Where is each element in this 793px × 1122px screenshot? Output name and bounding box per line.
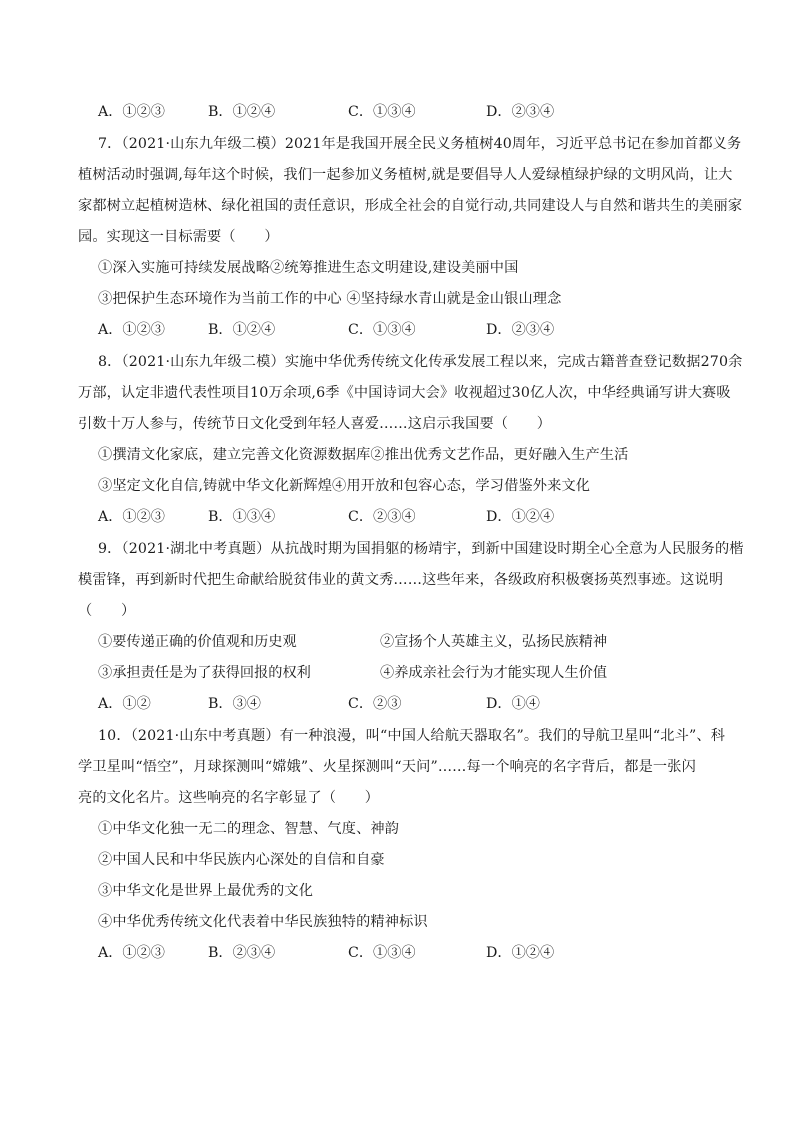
option-b: B．①②④ (208, 322, 276, 338)
question-9-statement: ②宣扬个人英雄主义，弘扬民族精神 (380, 634, 608, 650)
question-10-statement: ①中华文化独一无二的理念、智慧、气度、神韵 (98, 821, 400, 837)
question-9-statement: ④养成亲社会行为才能实现人生价值 (380, 665, 608, 681)
question-8-stem-line: 8．（2021·山东九年级二模）实施中华优秀传统文化传承发展工程以来，完成古籍普查登记数据270余 (98, 354, 743, 370)
option-d: D．①④ (486, 696, 540, 712)
option-b: B．③④ (208, 696, 261, 712)
question-10-stem-line: 10．（2021·山东中考真题）有一种浪漫，叫“中国人给航天器取名”。我们的导航卫星叫“北斗”、科 (98, 728, 726, 744)
option-a: A．①②③ (98, 945, 165, 961)
question-10-stem-line: 学卫星叫“悟空”，月球探测叫“嫦娥”、火星探测叫“天问”……每一个响亮的名字背后，都是一张闪 (78, 759, 696, 775)
option-d: D．②③④ (486, 104, 555, 120)
question-8-stem-line: 万部，认定非遗代表性项目10万余项,6季《中国诗词大会》收视超过30亿人次，中华经典诵写讲大赛吸 (78, 385, 731, 401)
question-9-statement: ③承担责任是为了获得回报的权利 (98, 665, 311, 681)
question-7-statement: ③把保护生态环境作为当前工作的中心 ④坚持绿水青山就是金山银山理念 (98, 291, 562, 307)
option-d: D．①②④ (486, 509, 555, 525)
question-9-stem-line: 9．（2021·湖北中考真题）从抗战时期为国捐躯的杨靖宇，到新中国建设时期全心全意为人民服务的楷 (98, 541, 744, 557)
question-8-statement: ①撰清文化家底，建立完善文化资源数据库②推出优秀文艺作品，更好融入生产生活 (98, 447, 629, 463)
question-10-stem-line: 亮的文化名片。这些响亮的名字彰显了（ ） (78, 790, 380, 806)
question-8-statement: ③坚定文化自信,铸就中华文化新辉煌④用开放和包容心态，学习借鉴外来文化 (98, 478, 591, 494)
question-10-statement: ③中华文化是世界上最优秀的文化 (98, 883, 314, 899)
option-c: C．①③④ (348, 322, 416, 338)
option-b: B．②③④ (208, 945, 276, 961)
question-7-stem-line: 7．（2021·山东九年级二模）2021年是我国开展全民义务植树40周年，习近平总书记在参加首都义务 (98, 136, 742, 152)
question-7-statement: ①深入实施可持续发展战略②统筹推进生态文明建设,建设美丽中国 (98, 260, 519, 276)
question-8-stem-line: 引数十万人参与，传统节日文化受到年轻人喜爱……这启示我国要（ ） (78, 416, 552, 432)
question-9-stem-line: 模雷锋，再到新时代把生命献给脱贫伟业的黄文秀……这些年来，各级政府积极褒扬英烈事迹。这说明 (78, 572, 724, 588)
option-c: C．①③④ (348, 945, 416, 961)
option-d: D．②③④ (486, 322, 555, 338)
question-9-statement: ①要传递正确的价值观和历史观 (98, 634, 297, 650)
option-c: C．②③④ (348, 509, 416, 525)
option-a: A．①②③ (98, 104, 165, 120)
option-d: D．①②④ (486, 945, 555, 961)
option-a: A．①② (98, 696, 151, 712)
question-7-stem-line: 园。实现这一目标需要（ ） (78, 229, 279, 245)
question-10-statement: ④中华优秀传统文化代表着中华民族独特的精神标识 (98, 914, 428, 930)
option-b: B．①②④ (208, 104, 276, 120)
option-b: B．①③④ (208, 509, 276, 525)
option-c: C．①③④ (348, 104, 416, 120)
option-a: A．①②③ (98, 509, 165, 525)
question-7-stem-line: 家都树立起植树造林、绿化祖国的责任意识，形成全社会的自觉行动,共同建设人与自然和谐共生的美丽家 (78, 198, 743, 214)
question-10-statement: ②中国人民和中华民族内心深处的自信和自豪 (98, 852, 385, 868)
question-7-stem-line: 植树活动时强调,每年这个时候，我们一起参加义务植树,就是要倡导人人爱绿植绿护绿的文明风尚，让大 (78, 167, 733, 183)
option-c: C．②③ (348, 696, 402, 712)
question-9-stem-line: （ ） (78, 603, 136, 619)
option-a: A．①②③ (98, 322, 165, 338)
